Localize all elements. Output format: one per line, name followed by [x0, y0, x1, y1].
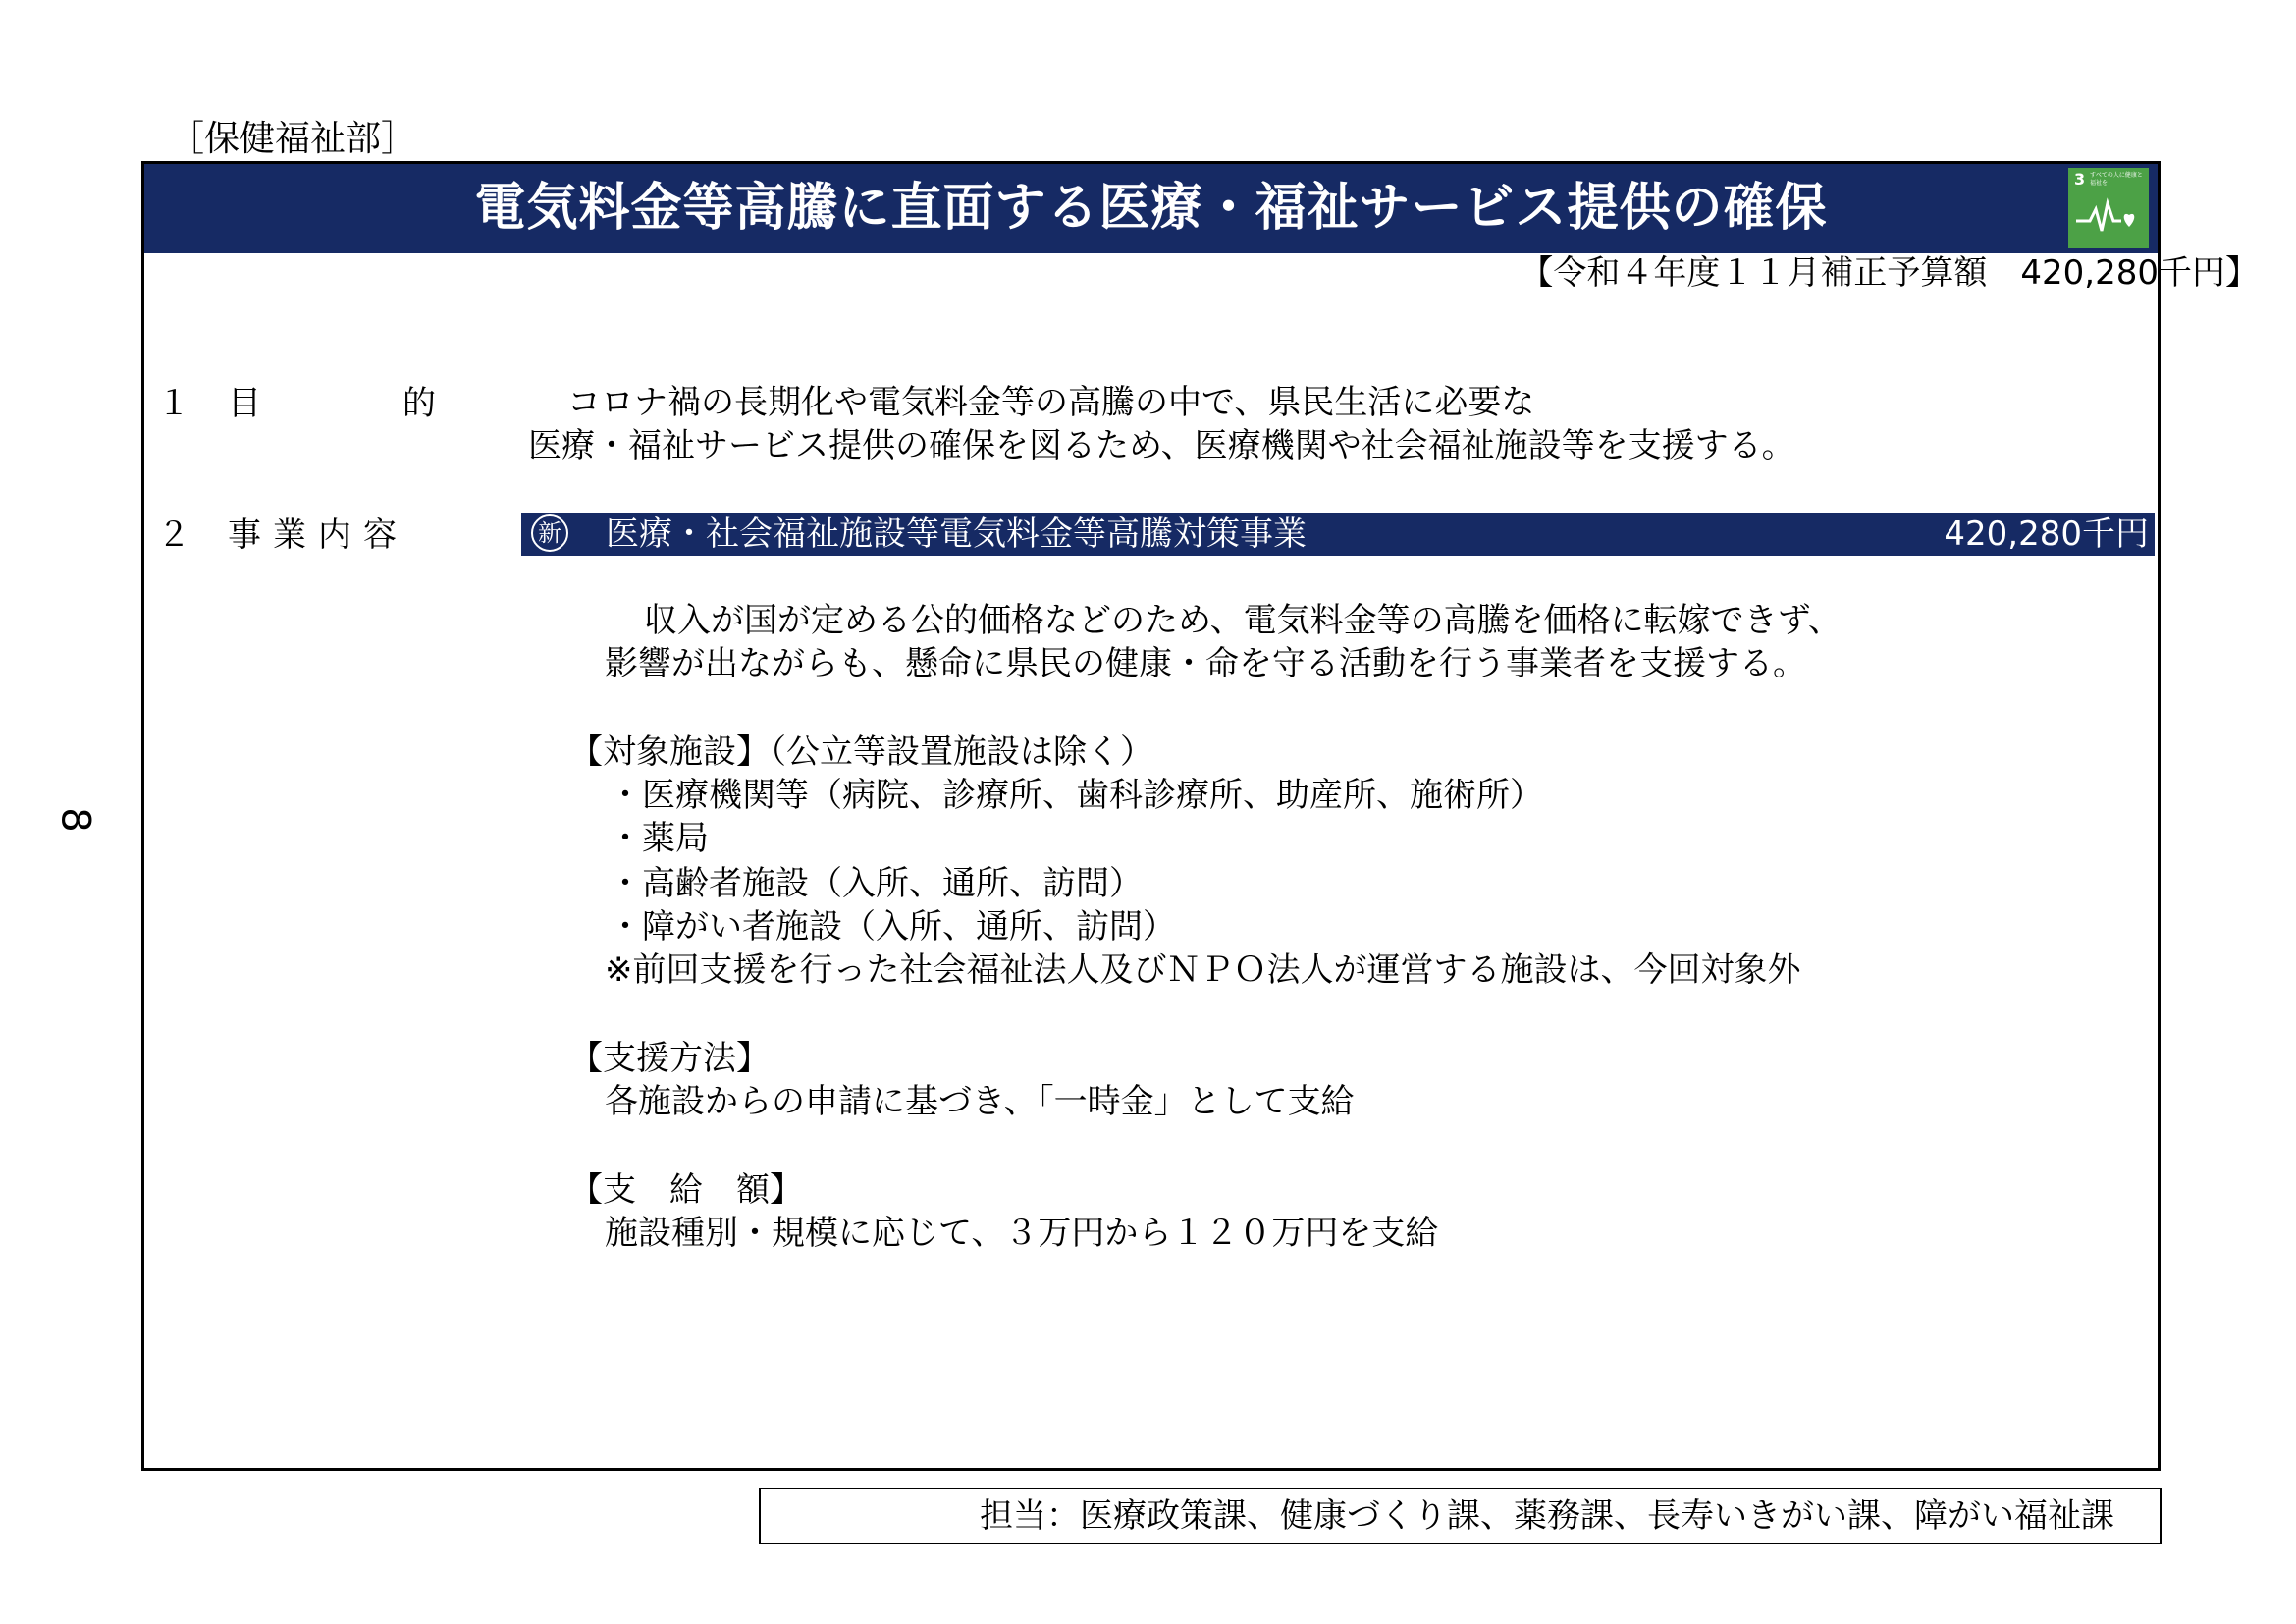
- project-bar: [521, 513, 2155, 556]
- section-1-label-b: 的: [402, 384, 436, 423]
- description-line-1: 収入が国が定める公的価格などのため、電気料金等の高騰を価格に転嫁できず、: [644, 601, 1842, 640]
- amount-text: 施設種別・規模に応じて、３万円から１２０万円を支給: [605, 1214, 1439, 1253]
- section-2-number: ２: [157, 515, 190, 555]
- amount-header: 【支 給 額】: [569, 1170, 803, 1210]
- facility-item: ・薬局: [609, 819, 709, 858]
- section-2-label: 事業内容: [228, 515, 408, 555]
- description-line-2: 影響が出ながらも、懸命に県民の健康・命を守る活動を行う事業者を支援する。: [605, 644, 1806, 683]
- facility-item: ・障がい者施設（入所、通所、訪問）: [609, 907, 1176, 947]
- facility-item: ・高齢者施設（入所、通所、訪問）: [609, 864, 1143, 903]
- project-amount: 420,280千円: [1944, 514, 2149, 554]
- facility-item: ・医療機関等（病院、診療所、歯科診療所、助産所、施術所）: [609, 776, 1543, 815]
- purpose-text-line-2: 医療・福祉サービス提供の確保を図るため、医療機関や社会福祉施設等を支援する。: [528, 426, 1795, 465]
- new-badge: 新: [531, 514, 568, 552]
- method-text: 各施設からの申請に基づき、「一時金」として支給: [605, 1082, 1355, 1121]
- sdg-text: すべての人に健康と福祉を: [2090, 172, 2143, 187]
- footer-responsible-departments: 担当：医療政策課、健康づくり課、薬務課、長寿いきがい課、障がい福祉課: [759, 1488, 2162, 1544]
- section-1-label-a: 目: [228, 384, 261, 423]
- exclusion-note: ※前回支援を行った社会福祉法人及びＮＰＯ法人が運営する施設は、今回対象外: [605, 950, 1801, 990]
- purpose-text-line-1: コロナ禍の長期化や電気料金等の高騰の中で、県民生活に必要な: [567, 383, 1535, 422]
- title-bar: [144, 164, 2158, 253]
- sdg-goal-3-badge: [2068, 168, 2149, 248]
- budget-amount: 【令和４年度１１月補正予算額 420,280千円】: [1520, 253, 2259, 293]
- page-number: 8: [52, 807, 98, 833]
- page-title: 電気料金等高騰に直面する医療・福祉サービス提供の確保: [474, 179, 1828, 238]
- method-header: 【支援方法】: [569, 1039, 770, 1078]
- facilities-header: 【対象施設】（公立等設置施設は除く）: [569, 732, 1153, 772]
- heartbeat-icon: [2074, 197, 2143, 241]
- department-label: ［保健福祉部］: [169, 119, 417, 159]
- project-name: 医療・社会福祉施設等電気料金等高騰対策事業: [606, 514, 1307, 554]
- sdg-number: 3: [2074, 170, 2086, 189]
- section-1-number: １: [157, 384, 190, 423]
